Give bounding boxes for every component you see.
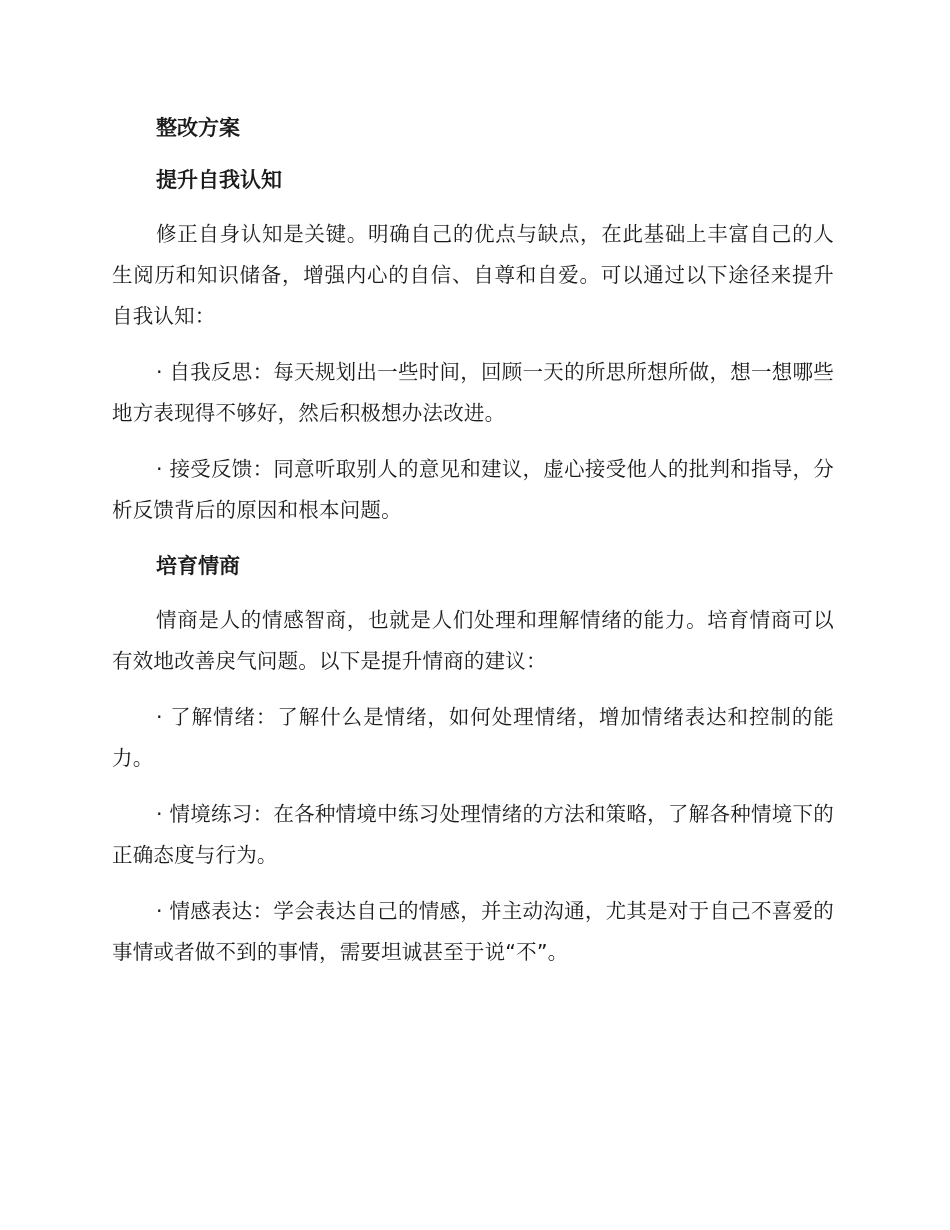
document-page [112, 108, 834, 988]
section-intro-eq: 情商是人的情感智商，也就是人们处理和理解情绪的能力。培育情商可以有效地改善戾气问题。以下是提升情商的建议： [112, 608, 834, 673]
bullet-understand-emotions: · 了解情绪：了解什么是情绪，如何处理情绪，增加情绪表达和控制的能力。 [112, 705, 834, 770]
document-title: 整改方案 [156, 116, 240, 140]
bullet-self-reflection: · 自我反思：每天规划出一些时间，回顾一天的所思所想所做，想一想哪些地方表现得不够好，然后积极想办法改进。 [112, 360, 834, 425]
bullet-emotional-expression: · 情感表达：学会表达自己的情感，并主动沟通，尤其是对于自己不喜爱的事情或者做不到的事情，需要坦诚甚至于说“不”。 [112, 899, 834, 964]
section-heading-self-awareness: 提升自我认知 [156, 168, 282, 192]
section-heading-eq: 培育情商 [156, 554, 240, 578]
bullet-situation-practice: · 情境练习：在各种情境中练习处理情绪的方法和策略，了解各种情境下的正确态度与行为。 [112, 802, 834, 867]
section-intro-self-awareness: 修正自身认知是关键。明确自己的优点与缺点，在此基础上丰富自己的人生阅历和知识储备，增强内心的自信、自尊和自爱。可以通过以下途径来提升自我认知： [112, 222, 834, 328]
bullet-accept-feedback: · 接受反馈：同意听取别人的意见和建议，虚心接受他人的批判和指导，分析反馈背后的原因和根本问题。 [112, 457, 834, 522]
